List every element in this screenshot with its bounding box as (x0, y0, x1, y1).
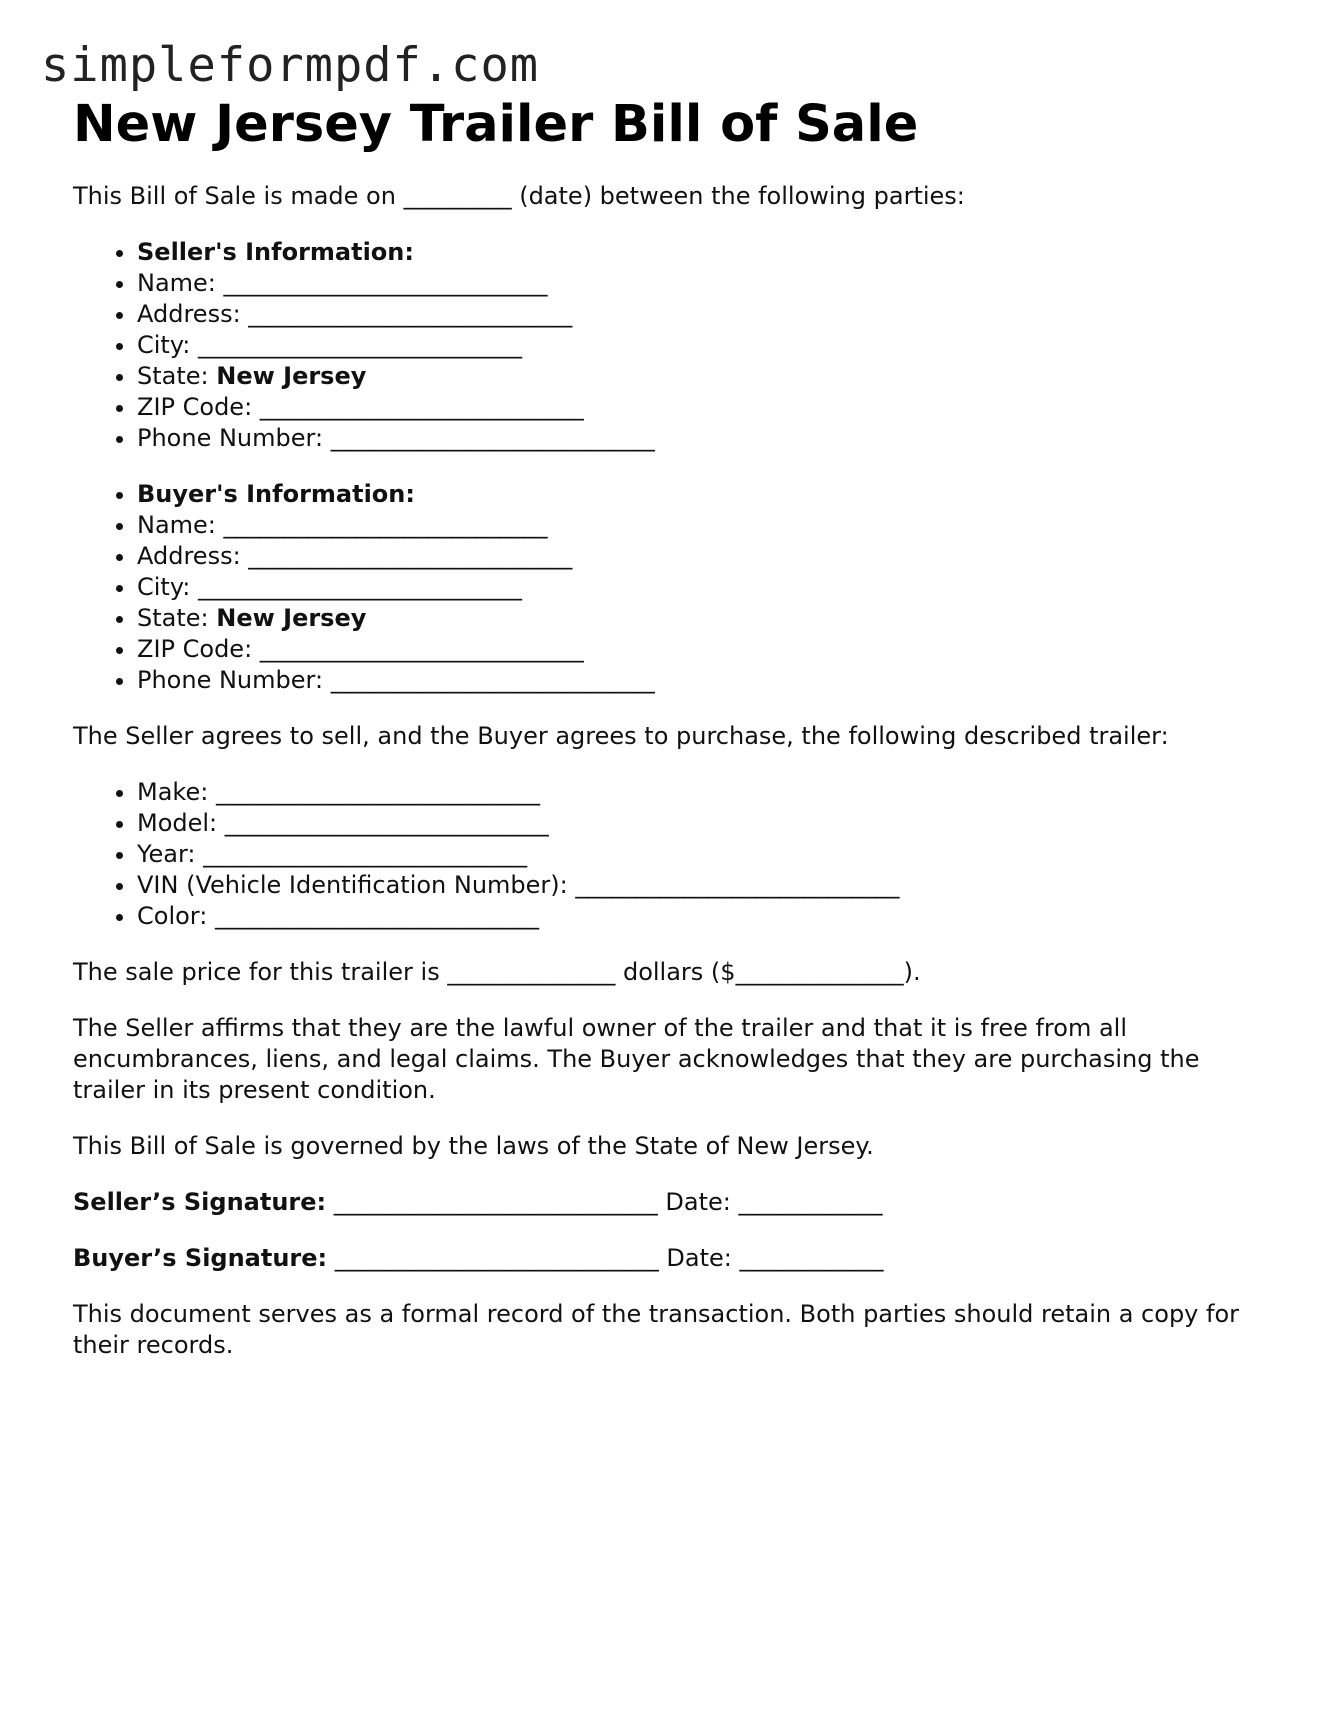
buyer-signature-label: Buyer’s Signature: (73, 1244, 328, 1273)
buyer-city-field[interactable]: ___________________________ (198, 573, 523, 602)
document-body (73, 94, 1253, 1361)
seller-address-label: Address: (137, 300, 249, 329)
price-prefix: The sale price for this trailer is (73, 958, 448, 987)
seller-name-item (137, 268, 1253, 299)
price-suffix: ). (903, 958, 921, 987)
site-watermark: simpleformpdf.com (41, 38, 540, 93)
trailer-make-field[interactable]: ___________________________ (215, 778, 540, 807)
buyer-heading-item (137, 479, 1253, 510)
seller-zip-item (137, 392, 1253, 423)
buyer-city-item (137, 572, 1253, 603)
seller-date-label: Date: (657, 1188, 739, 1217)
buyer-phone-item (137, 665, 1253, 696)
sale-date-blank[interactable]: _________ (403, 182, 512, 211)
affirmation-paragraph: The Seller affirms that they are the lawful owner of the trailer and that it is free from all encumbrances, liens, and legal claims. The Buyer acknowledges that they are purchasing the trailer in its present condition. (73, 1014, 1200, 1105)
seller-name-field[interactable]: ___________________________ (223, 269, 548, 298)
buyer-state-value: New Jersey (216, 604, 367, 633)
trailer-color-item (137, 901, 1253, 932)
document-title: New Jersey Trailer Bill of Sale (73, 95, 919, 154)
buyer-city-label: City: (137, 573, 199, 602)
trailer-vin-label: VIN (Vehicle Identification Number): (137, 871, 576, 900)
seller-address-item (137, 299, 1253, 330)
buyer-info-list (73, 479, 1253, 696)
buyer-zip-label: ZIP Code: (137, 635, 260, 664)
trailer-make-item (137, 777, 1253, 808)
seller-zip-label: ZIP Code: (137, 393, 260, 422)
price-paragraph (73, 957, 1253, 988)
seller-city-item (137, 330, 1253, 361)
seller-phone-field[interactable]: ___________________________ (330, 424, 655, 453)
buyer-signature-field[interactable]: ___________________________ (327, 1244, 659, 1273)
trailer-make-label: Make: (137, 778, 216, 807)
trailer-year-item (137, 839, 1253, 870)
seller-state-value: New Jersey (216, 362, 367, 391)
trailer-year-field[interactable]: ___________________________ (203, 840, 528, 869)
buyer-address-label: Address: (137, 542, 249, 571)
intro-paragraph (73, 181, 1253, 212)
trailer-details-list (73, 777, 1253, 932)
buyer-signature-line (73, 1243, 1253, 1274)
seller-name-label: Name: (137, 269, 224, 298)
seller-signature-line (73, 1187, 1253, 1218)
buyer-date-field[interactable]: ____________ (739, 1244, 884, 1273)
seller-info-list (73, 237, 1253, 454)
seller-phone-item (137, 423, 1253, 454)
agreement-paragraph: The Seller agrees to sell, and the Buyer agrees to purchase, the following described trailer: (73, 722, 1169, 751)
price-number-field[interactable]: ______________ (735, 958, 904, 987)
seller-state-label: State: (137, 362, 217, 391)
footer-paragraph: This document serves as a formal record of the transaction. Both parties should retain a copy for their records. (73, 1300, 1240, 1360)
buyer-heading: Buyer's Information: (137, 480, 415, 509)
buyer-state-label: State: (137, 604, 217, 633)
buyer-zip-field[interactable]: ___________________________ (259, 635, 584, 664)
seller-heading: Seller's Information: (137, 238, 414, 267)
trailer-model-field[interactable]: ___________________________ (224, 809, 549, 838)
seller-signature-field[interactable]: ___________________________ (326, 1188, 658, 1217)
price-words-field[interactable]: ______________ (447, 958, 616, 987)
trailer-vin-field[interactable]: ___________________________ (575, 871, 900, 900)
buyer-phone-label: Phone Number: (137, 666, 331, 695)
buyer-name-item (137, 510, 1253, 541)
price-middle: dollars ($ (615, 958, 736, 987)
seller-phone-label: Phone Number: (137, 424, 331, 453)
trailer-color-field[interactable]: ___________________________ (214, 902, 539, 931)
governing-law-paragraph: This Bill of Sale is governed by the laws of the State of New Jersey. (73, 1132, 874, 1161)
buyer-name-label: Name: (137, 511, 224, 540)
buyer-date-label: Date: (658, 1244, 740, 1273)
seller-address-field[interactable]: ___________________________ (248, 300, 573, 329)
seller-state-item (137, 361, 1253, 392)
buyer-phone-field[interactable]: ___________________________ (330, 666, 655, 695)
buyer-address-field[interactable]: ___________________________ (248, 542, 573, 571)
trailer-model-item (137, 808, 1253, 839)
trailer-vin-item (137, 870, 1253, 901)
seller-zip-field[interactable]: ___________________________ (259, 393, 584, 422)
seller-city-label: City: (137, 331, 199, 360)
seller-city-field[interactable]: ___________________________ (198, 331, 523, 360)
buyer-zip-item (137, 634, 1253, 665)
seller-signature-label: Seller’s Signature: (73, 1188, 327, 1217)
buyer-name-field[interactable]: ___________________________ (223, 511, 548, 540)
intro-suffix: (date) between the following parties: (511, 182, 965, 211)
seller-date-field[interactable]: ____________ (738, 1188, 883, 1217)
trailer-color-label: Color: (137, 902, 215, 931)
trailer-year-label: Year: (137, 840, 204, 869)
trailer-model-label: Model: (137, 809, 225, 838)
buyer-state-item (137, 603, 1253, 634)
seller-heading-item (137, 237, 1253, 268)
buyer-address-item (137, 541, 1253, 572)
intro-prefix: This Bill of Sale is made on (73, 182, 404, 211)
